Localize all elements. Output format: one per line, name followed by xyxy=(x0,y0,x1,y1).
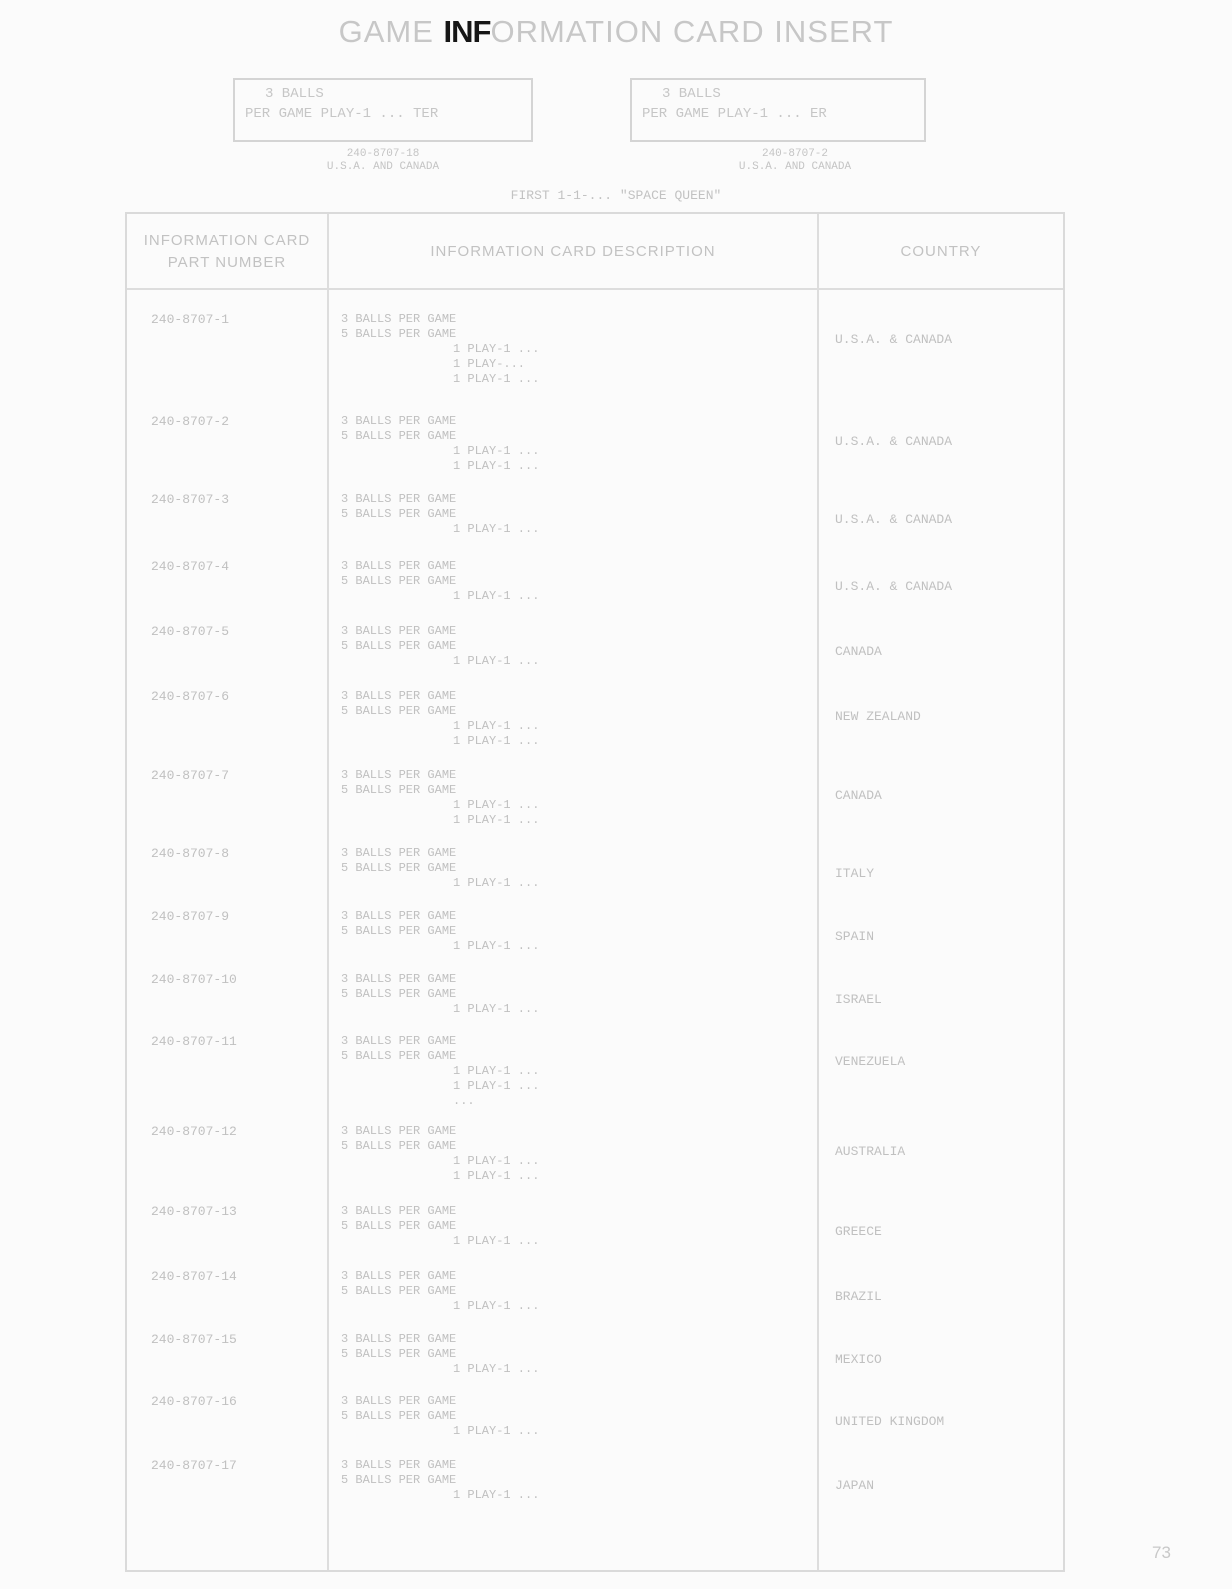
country: U.S.A. & CANADA xyxy=(835,332,953,347)
subtitle-right: 240-8707-2 U.S.A. AND CANADA xyxy=(738,148,852,173)
description-line: 3 BALLS PER GAME xyxy=(341,414,457,428)
description-line: 5 BALLS PER GAME xyxy=(341,327,457,341)
part-number: 240-8707-5 xyxy=(151,624,230,639)
card-description xyxy=(341,1204,539,1249)
description-line: 3 BALLS PER GAME xyxy=(341,312,457,326)
column-divider xyxy=(817,214,819,1570)
description-line: 3 BALLS PER GAME xyxy=(341,972,457,986)
description-line: 5 BALLS PER GAME xyxy=(341,1284,457,1298)
part-number: 240-8707-12 xyxy=(151,1124,237,1139)
description-detail: 1 PLAY-1 ... xyxy=(453,1169,540,1183)
description-detail: 1 PLAY-... xyxy=(453,357,526,371)
description-detail: 1 PLAY-1 ... xyxy=(453,372,540,386)
description-line: 3 BALLS PER GAME xyxy=(341,1394,457,1408)
description-line: 3 BALLS PER GAME xyxy=(341,1458,457,1472)
header-part-number: INFORMATION CARD PART NUMBER xyxy=(143,232,311,271)
description-line: 5 BALLS PER GAME xyxy=(341,639,457,653)
description-detail: 1 PLAY-1 ... xyxy=(453,522,540,536)
description-line: 3 BALLS PER GAME xyxy=(341,1034,457,1048)
description-line: 5 BALLS PER GAME xyxy=(341,1049,457,1063)
description-line: 5 BALLS PER GAME xyxy=(341,1219,457,1233)
description-detail: 1 PLAY-1 ... xyxy=(453,734,540,748)
description-line: 3 BALLS PER GAME xyxy=(341,559,457,573)
card-description xyxy=(341,1394,539,1439)
description-detail: 1 PLAY-1 ... xyxy=(453,459,540,473)
country: U.S.A. & CANADA xyxy=(835,434,953,449)
description-detail: 1 PLAY-1 ... xyxy=(453,939,540,953)
country: NEW ZEALAND xyxy=(835,709,921,724)
country: U.S.A. & CANADA xyxy=(835,579,953,594)
description-detail: 1 PLAY-1 ... xyxy=(453,719,540,733)
description-line: 3 BALLS PER GAME xyxy=(341,1332,457,1346)
part-number: 240-8707-13 xyxy=(151,1204,237,1219)
country: AUSTRALIA xyxy=(835,1144,906,1159)
header-country: COUNTRY xyxy=(900,243,982,260)
description-detail: 1 PLAY-1 ... xyxy=(453,1299,540,1313)
box-line1: 3 BALLS xyxy=(265,86,324,102)
box-line2: PER GAME PLAY-1 ... TER xyxy=(245,106,439,122)
description-detail: 1 PLAY-1 ... xyxy=(453,342,540,356)
description-detail: 1 PLAY-1 ... xyxy=(453,1362,540,1376)
description-detail: 1 PLAY-1 ... xyxy=(453,1154,540,1168)
description-line: 5 BALLS PER GAME xyxy=(341,574,457,588)
description-detail: 1 PLAY-1 ... xyxy=(453,444,540,458)
description-detail: 1 PLAY-1 ... xyxy=(453,798,540,812)
page-title: GAME INFORMATION CARD INSERT xyxy=(338,14,894,49)
part-number: 240-8707-17 xyxy=(151,1458,237,1473)
description-detail: 1 PLAY-1 ... xyxy=(453,1064,540,1078)
description-line: 3 BALLS PER GAME xyxy=(341,1269,457,1283)
description-detail: 1 PLAY-1 ... xyxy=(453,1002,540,1016)
description-line: 5 BALLS PER GAME xyxy=(341,1409,457,1423)
country: JAPAN xyxy=(835,1478,875,1493)
card-description xyxy=(341,689,539,749)
card-description xyxy=(341,1269,539,1314)
card-description xyxy=(341,414,539,474)
card-description xyxy=(341,559,539,604)
description-detail: 1 PLAY-1 ... xyxy=(453,654,540,668)
description-line: 3 BALLS PER GAME xyxy=(341,1124,457,1138)
description-detail: 1 PLAY-1 ... xyxy=(453,813,540,827)
description-line: 5 BALLS PER GAME xyxy=(341,429,457,443)
part-number: 240-8707-9 xyxy=(151,909,230,924)
country: MEXICO xyxy=(835,1352,882,1367)
part-number: 240-8707-1 xyxy=(151,312,230,327)
part-number: 240-8707-2 xyxy=(151,414,230,429)
card-description xyxy=(341,492,539,537)
description-line: 3 BALLS PER GAME xyxy=(341,689,457,703)
card-description xyxy=(341,1458,539,1503)
part-number: 240-8707-4 xyxy=(151,559,230,574)
subtitle-left: 240-8707-18 U.S.A. AND CANADA xyxy=(326,148,440,173)
option-box-right xyxy=(630,78,926,142)
description-line: 3 BALLS PER GAME xyxy=(341,1204,457,1218)
country: UNITED KINGDOM xyxy=(835,1414,945,1429)
part-number: 240-8707-6 xyxy=(151,689,230,704)
description-detail: 1 PLAY-1 ... xyxy=(453,1488,540,1502)
description-line: 3 BALLS PER GAME xyxy=(341,909,457,923)
description-line: 5 BALLS PER GAME xyxy=(341,1347,457,1361)
card-description xyxy=(341,1124,539,1184)
country: BRAZIL xyxy=(835,1289,882,1304)
card-description xyxy=(341,909,539,954)
country: ITALY xyxy=(835,866,875,881)
info-card-table xyxy=(125,212,1065,1572)
card-description xyxy=(341,312,539,387)
country: CANADA xyxy=(835,788,882,803)
page-number: 73 xyxy=(1152,1543,1171,1562)
part-number: 240-8707-3 xyxy=(151,492,230,507)
description-line: 5 BALLS PER GAME xyxy=(341,987,457,1001)
description-line: 5 BALLS PER GAME xyxy=(341,924,457,938)
description-line: 3 BALLS PER GAME xyxy=(341,492,457,506)
country: U.S.A. & CANADA xyxy=(835,512,953,527)
card-description xyxy=(341,768,539,828)
description-line: 5 BALLS PER GAME xyxy=(341,507,457,521)
description-line: 5 BALLS PER GAME xyxy=(341,1139,457,1153)
card-description xyxy=(341,972,539,1017)
country: VENEZUELA xyxy=(835,1054,906,1069)
country: ISRAEL xyxy=(835,992,882,1007)
description-detail: 1 PLAY-1 ... xyxy=(453,589,540,603)
description-line: 5 BALLS PER GAME xyxy=(341,783,457,797)
card-description xyxy=(341,846,539,891)
description-line: 5 BALLS PER GAME xyxy=(341,861,457,875)
country: CANADA xyxy=(835,644,882,659)
description-detail: ... xyxy=(453,1094,475,1108)
card-description xyxy=(341,624,539,669)
part-number: 240-8707-7 xyxy=(151,768,230,783)
part-number: 240-8707-15 xyxy=(151,1332,237,1347)
first-line: FIRST 1-1-... "SPACE QUEEN" xyxy=(510,188,722,203)
card-description xyxy=(341,1034,539,1109)
box-line2: PER GAME PLAY-1 ... ER xyxy=(642,106,827,122)
country: SPAIN xyxy=(835,929,875,944)
header-description: INFORMATION CARD DESCRIPTION xyxy=(430,243,716,260)
option-box-left xyxy=(233,78,533,142)
part-number: 240-8707-10 xyxy=(151,972,237,987)
description-line: 5 BALLS PER GAME xyxy=(341,704,457,718)
description-line: 3 BALLS PER GAME xyxy=(341,768,457,782)
header-divider xyxy=(127,288,1063,290)
column-divider xyxy=(327,214,329,1570)
description-detail: 1 PLAY-1 ... xyxy=(453,1234,540,1248)
description-line: 5 BALLS PER GAME xyxy=(341,1473,457,1487)
description-detail: 1 PLAY-1 ... xyxy=(453,1424,540,1438)
description-line: 3 BALLS PER GAME xyxy=(341,624,457,638)
description-detail: 1 PLAY-1 ... xyxy=(453,876,540,890)
title-highlight: INF xyxy=(443,14,491,49)
description-line: 3 BALLS PER GAME xyxy=(341,846,457,860)
country: GREECE xyxy=(835,1224,882,1239)
part-number: 240-8707-16 xyxy=(151,1394,237,1409)
part-number: 240-8707-8 xyxy=(151,846,230,861)
part-number: 240-8707-14 xyxy=(151,1269,237,1284)
description-detail: 1 PLAY-1 ... xyxy=(453,1079,540,1093)
box-line1: 3 BALLS xyxy=(662,86,721,102)
card-description xyxy=(341,1332,539,1377)
part-number: 240-8707-11 xyxy=(151,1034,237,1049)
